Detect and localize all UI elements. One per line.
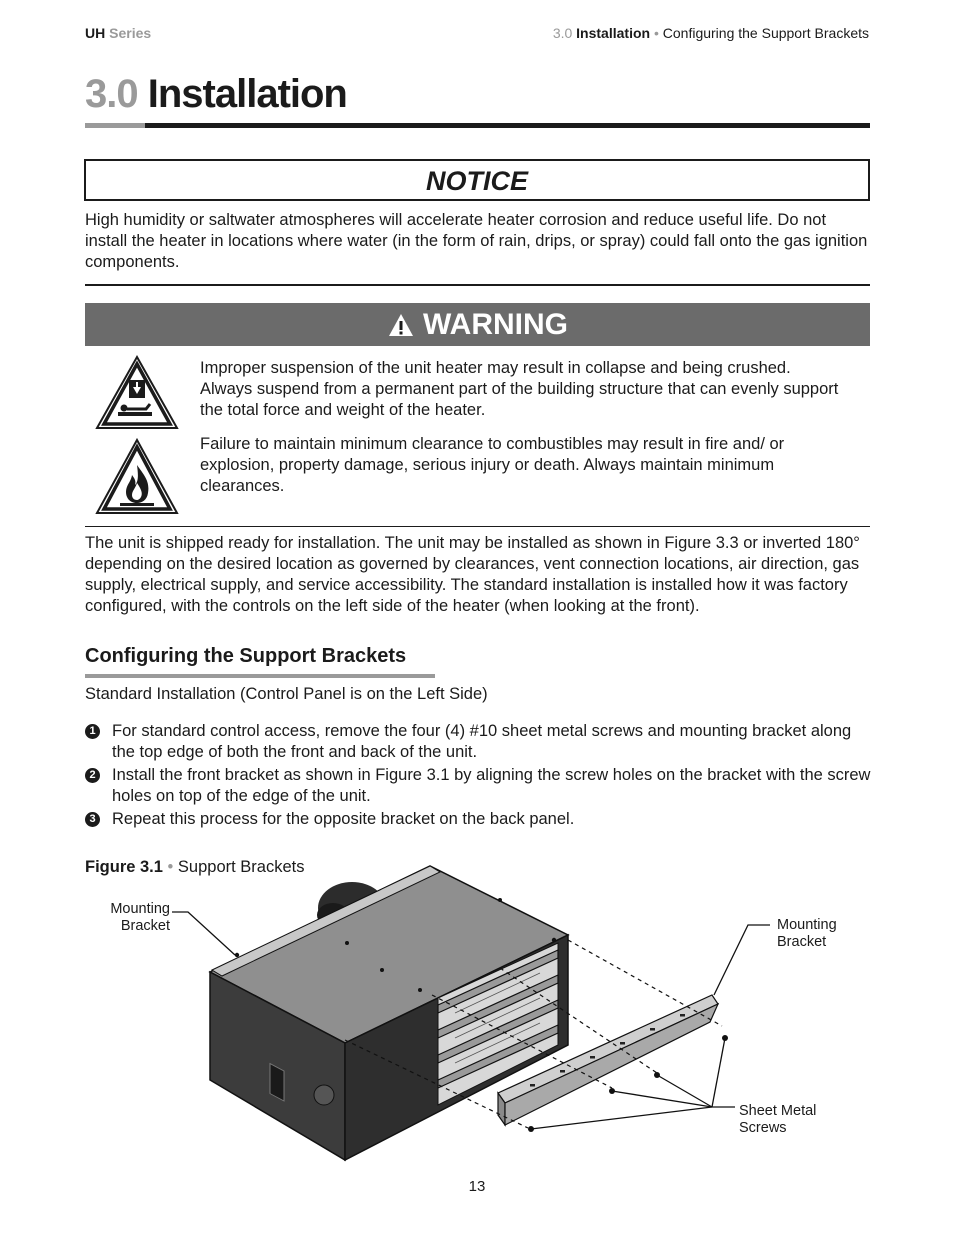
title-text: Installation bbox=[147, 72, 347, 116]
notice-text: High humidity or saltwater atmospheres will accelerate heater corrosion and reduce useful life. Do not install the heater in locations where water (in the form of rain, drips, or spray) could fall onto the gas ignition components. bbox=[85, 211, 868, 271]
figure-separator: • bbox=[167, 858, 174, 876]
section-heading: Configuring the Support Brackets bbox=[85, 645, 407, 667]
step-number-3: 3 bbox=[85, 812, 100, 827]
step-number-2: 2 bbox=[85, 768, 100, 783]
notice-heading: NOTICE bbox=[425, 166, 528, 196]
warning-heading: WARNING bbox=[423, 308, 568, 341]
callout-right-line2: Bracket bbox=[777, 934, 827, 950]
installation-body-text: The unit is shipped ready for installation. The unit may be installed as shown in Figure 3.3 or inverted 180° depending on the desired location as governed by clearances, vent connection locations, air direction, gas supply, electrical supply, and service accessibility. The standard installation is installed how it was factory configured, with the controls on the left side of the heater (when looking at the front). bbox=[85, 534, 860, 615]
header-separator: • bbox=[653, 25, 659, 41]
callout-mounting-bracket-right bbox=[777, 917, 837, 951]
step-text-2: Install the front bracket as shown in Figure 3.1 by aligning the screw holes on the bracket with the screw holes on top of the edge of the unit. bbox=[112, 766, 871, 805]
warning-text-clearance: Failure to maintain minimum clearance to combustibles may result in fire and/ or explosion, property damage, serious injury or death. Always maintain minimum clearances. bbox=[200, 435, 785, 495]
section-subtitle: Standard Installation (Control Panel is on the Left Side) bbox=[85, 685, 488, 703]
callout-screws-line2: Screws bbox=[739, 1120, 787, 1136]
callout-left-line1: Mounting bbox=[110, 901, 170, 917]
step-text-1: For standard control access, remove the four (4) #10 sheet metal screws and mounting bracket along the top edge of both the front and back of the unit. bbox=[112, 722, 852, 761]
step-number-1: 1 bbox=[85, 724, 100, 739]
header-section-number: 3.0 bbox=[552, 25, 573, 41]
callout-sheet-metal-screws bbox=[739, 1103, 816, 1137]
title-number: 3.0 bbox=[85, 72, 138, 116]
callout-left-line2: Bracket bbox=[120, 918, 170, 934]
series-suffix: Series bbox=[109, 25, 152, 41]
header-subsection: Configuring the Support Brackets bbox=[662, 25, 869, 41]
warning-text-suspension: Improper suspension of the unit heater may result in collapse and being crushed. Always suspend from a permanent part of the building structure that can evenly support the total force and weight of the heater. bbox=[200, 359, 839, 419]
callout-mounting-bracket-left bbox=[98, 901, 170, 935]
callout-screws-line1: Sheet Metal bbox=[739, 1103, 817, 1119]
header-section-name: Installation bbox=[576, 25, 651, 41]
figure-caption-text: Support Brackets bbox=[177, 858, 305, 876]
series-name: UH bbox=[85, 25, 106, 41]
step-text-3: Repeat this process for the opposite bracket on the back panel. bbox=[112, 810, 575, 828]
figure-label: Figure 3.1 bbox=[85, 858, 163, 876]
callout-right-line1: Mounting bbox=[777, 917, 837, 933]
page-number: 13 bbox=[468, 1178, 486, 1195]
